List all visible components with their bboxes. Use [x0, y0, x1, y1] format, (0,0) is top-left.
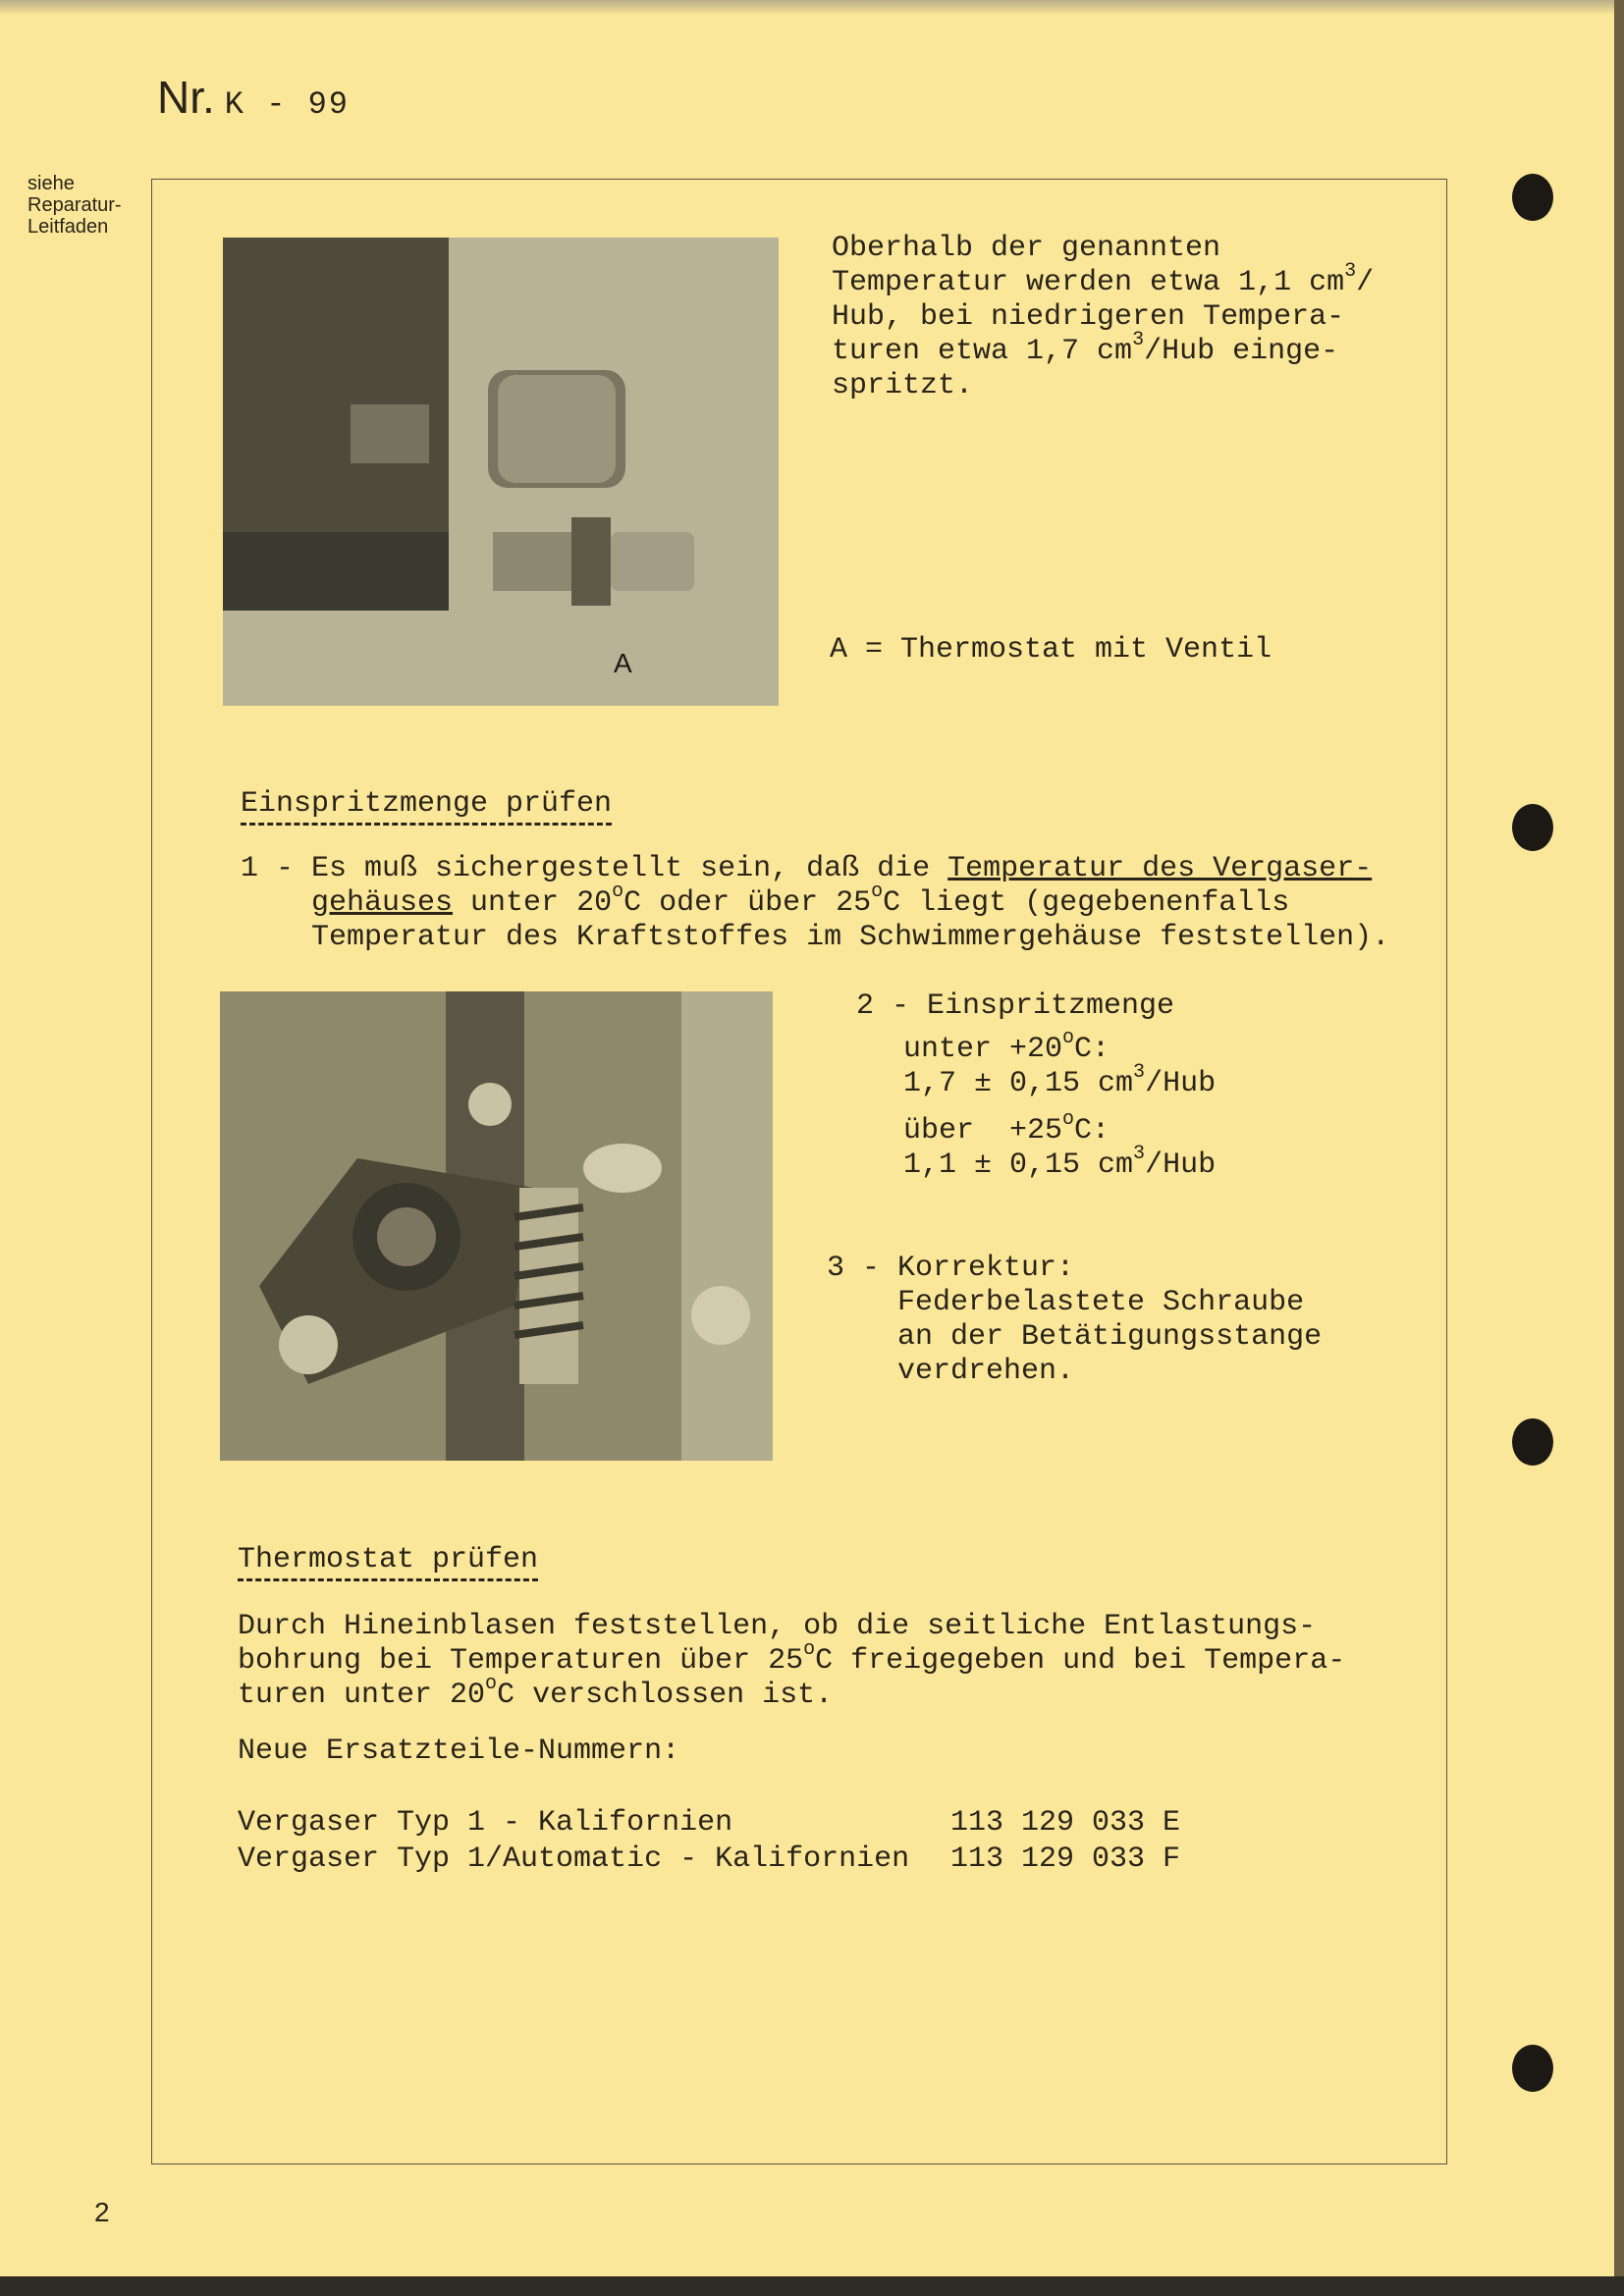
step-1 [241, 852, 1389, 955]
text: turen unter 20 [238, 1679, 486, 1712]
line: turen etwa 1,7 cm [832, 335, 1133, 368]
line: spritzt. [832, 369, 974, 402]
underlined-text: gehäuses [311, 886, 454, 920]
text: 1 - Es muß sichergestellt sein, daß die [241, 852, 948, 885]
text: bohrung bei Temperaturen über 25 [238, 1644, 804, 1678]
section-heading-einspritzmenge [241, 787, 612, 822]
thermostat-photo-illustration [223, 238, 779, 706]
degree: o [612, 881, 624, 903]
page-number: 2 [94, 2197, 110, 2227]
step-2-values [903, 1027, 1217, 1101]
label: unter +20 [903, 1033, 1063, 1066]
sidebar-note [27, 173, 122, 238]
punch-hole [1512, 2045, 1553, 2092]
part-number: 113 129 033 F [950, 1842, 1181, 1876]
heading-text: Einspritzmenge prüfen [241, 787, 612, 826]
text: unter 20 [453, 886, 613, 920]
text: C freigegeben und bei Tempera- [815, 1644, 1346, 1678]
label: C: [1074, 1114, 1110, 1148]
text: verdrehen. [897, 1355, 1075, 1388]
scan-right-edge [1614, 0, 1624, 2296]
carburetor-photo-illustration [220, 991, 773, 1461]
photo-label-a: A [614, 648, 632, 678]
scan-top-edge [0, 0, 1624, 14]
scan-bottom-edge [0, 2276, 1624, 2296]
nr-code: K - 99 [224, 86, 350, 123]
nr-label: Nr. [157, 72, 215, 123]
thermostat-text [238, 1610, 1345, 1713]
part-name: Vergaser Typ 1 - Kalifornien [238, 1806, 733, 1840]
photo-thermostat [223, 238, 779, 706]
degree: o [1062, 1108, 1075, 1131]
label: C: [1074, 1033, 1110, 1066]
degree: o [1062, 1027, 1075, 1049]
unit: /Hub [1145, 1067, 1217, 1100]
superscript: 3 [1133, 1061, 1146, 1084]
value: 1,7 ± 0,15 cm [903, 1067, 1134, 1100]
part-name: Vergaser Typ 1/Automatic - Kalifornien [238, 1842, 910, 1876]
punch-hole [1512, 174, 1553, 221]
photo-adjusting-screw [220, 991, 773, 1461]
intro-text [832, 232, 1374, 403]
text: Durch Hineinblasen feststellen, ob die seitliche Entlastungs- [238, 1610, 1317, 1643]
line: Oberhalb der genannten [832, 232, 1221, 265]
underlined-text: Temperatur des Vergaser- [947, 852, 1373, 885]
note-line: Leitfaden [27, 216, 109, 238]
step-2-title: 2 - Einspritzmenge [856, 989, 1175, 1023]
photo-legend: A = Thermostat mit Ventil [830, 633, 1272, 667]
superscript: 3 [1132, 329, 1145, 351]
punch-hole [1512, 804, 1553, 851]
degree: o [871, 881, 884, 903]
line: / [1356, 266, 1375, 299]
line: Temperatur werden etwa 1,1 cm [832, 266, 1345, 299]
degree: o [803, 1638, 816, 1661]
title: 3 - Korrektur: [827, 1252, 1075, 1285]
text: C oder über 25 [623, 886, 872, 920]
unit: /Hub [1145, 1148, 1217, 1182]
text: an der Betätigungsstange [897, 1320, 1323, 1354]
note-line: siehe [27, 173, 75, 194]
document-number [157, 71, 350, 124]
heading-text: Thermostat prüfen [238, 1543, 538, 1581]
punch-hole [1512, 1418, 1553, 1466]
degree: o [485, 1673, 498, 1695]
text: C liegt (gegebenenfalls [883, 886, 1290, 920]
step-3 [827, 1252, 1322, 1389]
section-heading-thermostat [238, 1543, 538, 1577]
text: Temperatur des Kraftstoffes im Schwimmergehäuse feststellen). [311, 921, 1390, 954]
superscript: 3 [1133, 1143, 1146, 1165]
label: über +25 [903, 1114, 1063, 1148]
step-2-values-over [903, 1108, 1217, 1183]
parts-title: Neue Ersatzteile-Nummern: [238, 1735, 680, 1768]
text: Federbelastete Schraube [897, 1286, 1305, 1319]
text: C verschlossen ist. [497, 1679, 834, 1712]
value: 1,1 ± 0,15 cm [903, 1148, 1134, 1182]
note-line: Reparatur- [27, 194, 122, 216]
part-number: 113 129 033 E [950, 1806, 1181, 1840]
line: Hub, bei niedrigeren Tempera- [832, 300, 1345, 334]
superscript: 3 [1344, 260, 1357, 283]
line: /Hub einge- [1144, 335, 1339, 368]
